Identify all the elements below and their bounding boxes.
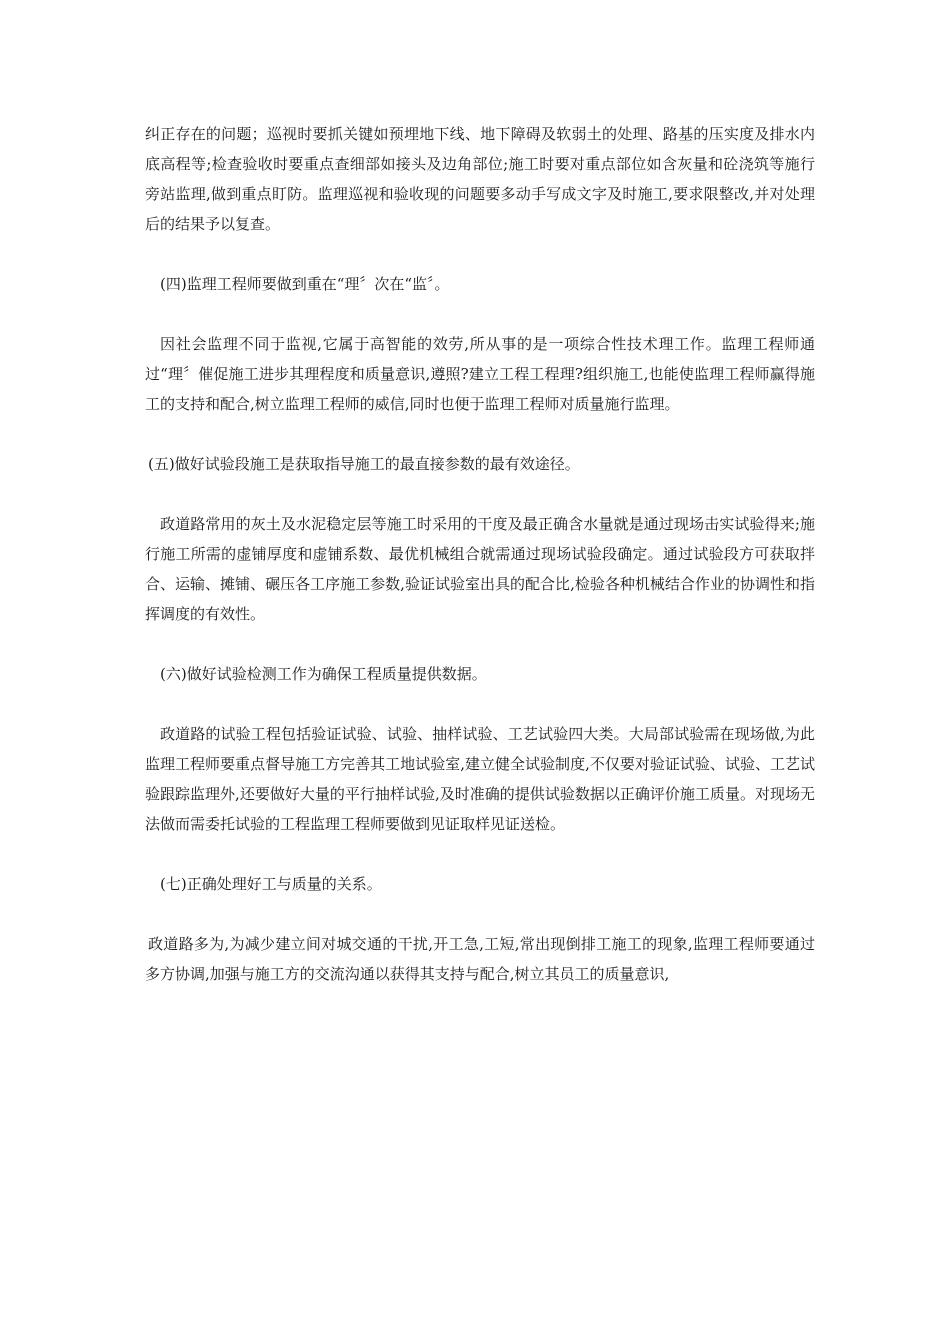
paragraph-trial-section: 政道路常用的灰土及水泥稳定层等施工时采用的干度及最正确含水量就是通过现场击实试验得来;施行施工所需的虚铺厚度和虚铺系数、最优机械组合就需通过现场试验段确定。通过试验段方可获取拌合、运输、摊铺、碾压各工序施工参数,验证试验室出具的配合比,检验各种机械结合作业的协调性和指挥调度的有效性。: [145, 515, 815, 623]
paragraph-supervision-role: 因社会监理不同于监视,它属于高智能的效劳,所从事的是一项综合性技术理工作。监理工程师通过“理〞催促施工进步其理程度和质量意识,遵照?建立工程工程理?组织施工,也能使监理工程师赢得施工的支持和配合,树立监理工程师的威信,同时也便于监理工程师对质量施行监理。: [145, 335, 815, 413]
section-heading-7: (七)正确处理好工与质量的关系。: [160, 875, 382, 893]
paragraph-inspection-issues: 纠正存在的问题；巡视时要抓关键如预埋地下线、地下障碍及软弱土的处理、路基的压实度及排水内底高程等;检查验收时要重点查细部如接头及边角部位;施工时要对重点部位如含灰量和砼浇筑等施行旁站监理,做到重点盯防。监理巡视和验收现的问题要多动手写成文字及时施工,要求限整改,并对处理后的结果予以复查。: [145, 125, 815, 233]
paragraph-schedule-quality: 政道路多为,为减少建立间对城交通的干扰,开工急,工短,常出现倒排工施工的现象,监理工程师要通过多方协调,加强与施工方的交流沟通以获得其支持与配合,树立其员工的质量意识,: [145, 935, 815, 983]
section-heading-4: (四)监理工程师要做到重在“理〞次在“监〞。: [160, 275, 450, 293]
paragraph-testing-work: 政道路的试验工程包括验证试验、试验、抽样试验、工艺试验四大类。大局部试验需在现场做,为此监理工程师要重点督导施工方完善其工地试验室,建立健全试验制度,不仅要对验证试验、试验、工艺试验跟踪监理外,还要做好大量的平行抽样试验,及时准确的提供试验数据以正确评价施工质量。对现场无法做而需委托试验的工程监理工程师要做到见证取样见证送检。: [145, 725, 815, 833]
section-heading-5: (五)做好试验段施工是获取指导施工的最直接参数的最有效途径。: [148, 455, 580, 473]
document-body: [145, 119, 815, 989]
section-heading-6: (六)做好试验检测工作为确保工程质量提供数据。: [160, 665, 487, 683]
